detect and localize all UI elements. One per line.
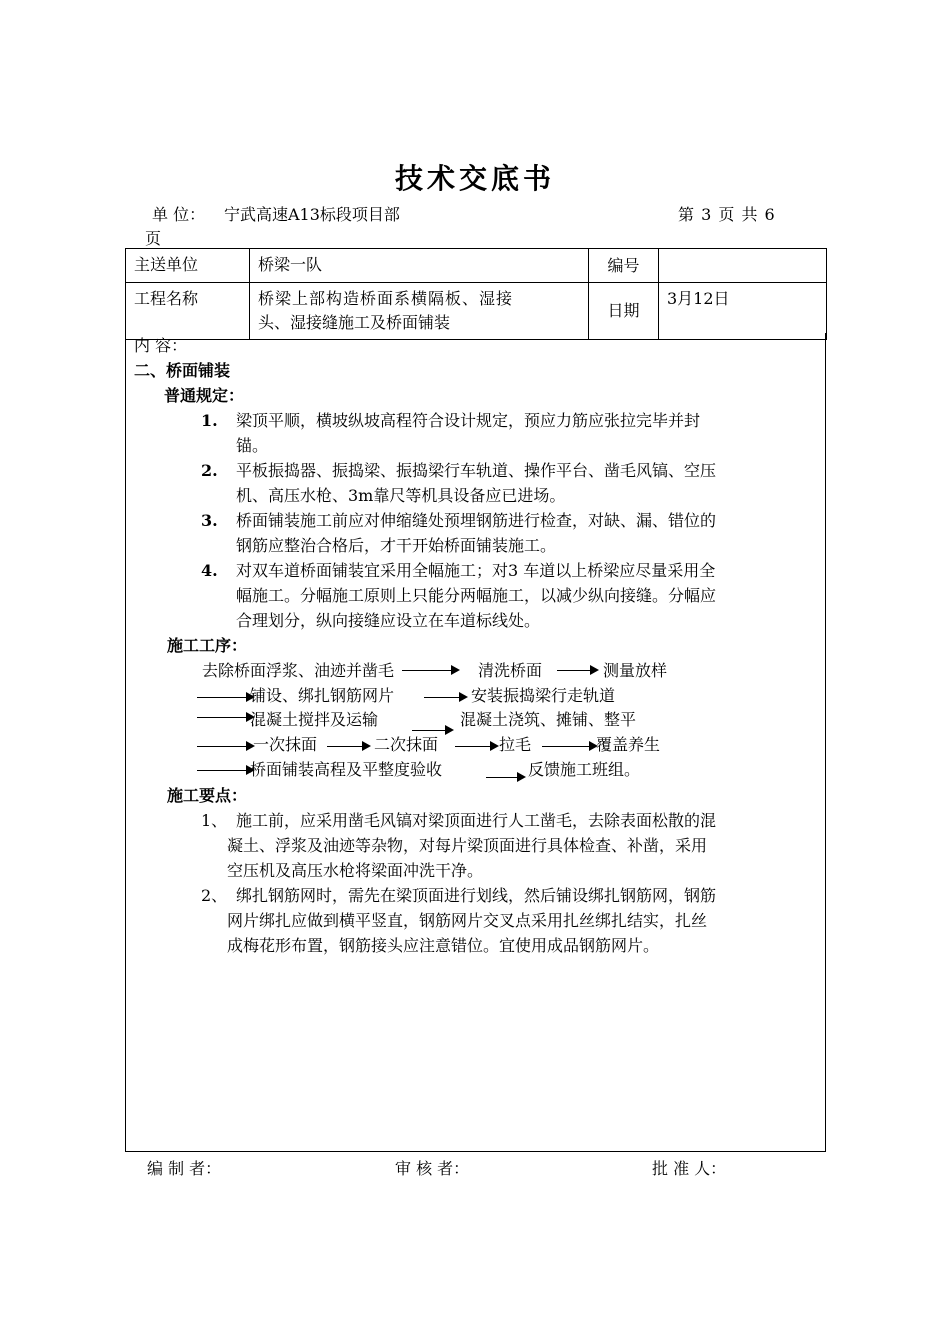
info-table [125,248,827,340]
code-value [659,249,827,283]
point-text: 网片绑扎应做到横平竖直，钢筋网片交叉点采用扎丝绑扎结实，扎丝 [227,911,708,930]
point-text: 成梅花形布置，钢筋接头应注意错位。宜使用成品钢筋网片。 [227,936,660,955]
arrow-icon [455,746,497,747]
date-label: 日期 [589,283,659,340]
page-indicator-suffix: 页 [145,229,162,248]
approver-signature-label: 批 准 人： [652,1159,727,1178]
process-step: 拉毛 [499,735,532,754]
process-step: 混凝土浇筑、摊铺、整平 [460,710,637,729]
rule-text: 对双车道桥面铺装宜采用全幅施工；对3 车道以上桥梁应尽量采用全 [236,561,716,580]
point-text: 绑扎钢筋网时，需先在梁顶面进行划线，然后铺设绑扎钢筋网，钢筋 [236,886,717,905]
rule-text: 平板振捣器、振捣梁、振捣梁行车轨道、操作平台、凿毛风镐、空压 [236,461,717,480]
process-step: 二次抹面 [374,735,439,754]
arrow-icon [424,697,466,698]
points-title: 施工要点： [167,786,248,805]
point-text: 空压机及高压水枪将梁面冲洗干净。 [227,861,484,880]
process-step: 测量放样 [603,661,668,680]
process-title: 施工工序： [167,636,248,655]
general-rules-title: 普通规定： [164,386,245,405]
rule-text: 幅施工。分幅施工原则上只能分两幅施工，以减少纵向接缝。分幅应 [236,586,717,605]
content-label: 内 容： [134,336,188,355]
process-step: 覆盖养生 [596,735,661,754]
arrow-icon [197,770,253,771]
point-text: 施工前，应采用凿毛风镐对梁顶面进行人工凿毛，去除表面松散的混 [236,811,717,830]
reviewer-signature-label: 审 核 者： [395,1159,470,1178]
process-step: 安装振捣梁行走轨道 [471,686,616,705]
point-text: 凝土、浮浆及油迹等杂物，对每片梁顶面进行具体检查、补凿，采用 [227,836,708,855]
point-number: 2、 [201,886,228,905]
process-step: 桥面铺装高程及平整度验收 [250,760,443,779]
process-step: 清洗桥面 [478,661,543,680]
rule-text: 钢筋应整治合格后，才干开始桥面铺装施工。 [236,536,557,555]
arrow-icon [402,670,458,671]
process-step: 铺设、绑扎钢筋网片 [250,686,395,705]
send-unit-value: 桥梁一队 [250,249,589,283]
send-unit-label: 主送单位 [126,249,250,283]
arrow-icon [197,697,253,698]
process-step: 混凝土搅拌及运输 [250,710,379,729]
rule-number: 1. [201,411,218,430]
content-box [125,333,826,1152]
section-title: 二、桥面铺装 [134,361,231,380]
rule-text: 锚。 [236,436,269,455]
editor-signature-label: 编 制 者： [147,1159,222,1178]
unit-label: 单 位： [152,205,206,224]
project-value [250,283,589,340]
rule-text: 梁顶平顺，横坡纵坡高程符合设计规定，预应力筋应张拉完毕并封 [236,411,701,430]
document-title: 技术交底书 [394,162,555,195]
process-step: 去除桥面浮浆、油迹并凿毛 [202,661,395,680]
rule-number: 2. [201,461,218,480]
table-row [126,249,827,283]
rule-number: 4. [201,561,218,580]
page-indicator: 第 3 页 共 6 [678,205,775,224]
unit-value: 宁武高速A13标段项目部 [224,205,400,224]
project-value-line1: 桥梁上部构造桥面系横隔板、湿接 [258,289,514,308]
arrow-icon [412,730,452,731]
arrow-icon [197,746,253,747]
table-row [126,283,827,340]
rule-number: 3. [201,511,218,530]
project-label: 工程名称 [126,283,250,340]
process-step: 一次抹面 [253,735,318,754]
process-step: 反馈施工班组。 [528,760,641,779]
rule-text: 桥面铺装施工前应对伸缩缝处预埋钢筋进行检查，对缺、漏、错位的 [236,511,717,530]
arrow-icon [197,717,253,718]
rule-text: 机、高压水枪、3m靠尺等机具设备应已进场。 [236,486,566,505]
code-label: 编号 [589,249,659,283]
point-number: 1、 [201,811,228,830]
arrow-icon [557,670,597,671]
arrow-icon [327,746,369,747]
date-value: 3月12日 [659,283,827,340]
arrow-icon [486,777,524,778]
project-value-line2: 头、湿接缝施工及桥面铺装 [258,313,451,332]
arrow-icon [542,746,596,747]
rule-text: 合理划分，纵向接缝应设立在车道标线处。 [236,611,541,630]
